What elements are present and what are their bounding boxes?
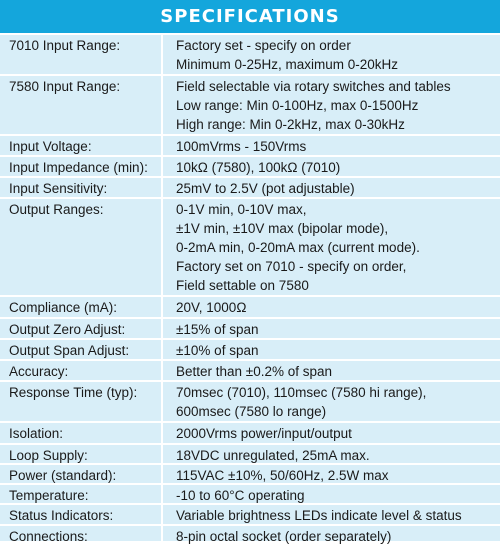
spec-row-loop-supply [0, 445, 500, 465]
spec-row-input-voltage [0, 136, 500, 157]
spec-value-line: 25mV to 2.5V (pot adjustable) [176, 181, 355, 196]
spec-value [163, 340, 500, 359]
spec-value-line: Better than ±0.2% of span [176, 364, 333, 379]
spec-value [163, 485, 500, 503]
spec-value-line: 0-1V min, 0-10V max, [176, 202, 307, 217]
spec-label: Input Sensitivity: [0, 178, 163, 197]
spec-row-input-impedance [0, 157, 500, 178]
spec-value-line: 20V, 1000Ω [176, 300, 247, 315]
spec-value-line: Field settable on 7580 [176, 278, 309, 293]
spec-value-line: 100mVrms - 150Vrms [176, 139, 307, 154]
spec-row-status-indicators [0, 505, 500, 526]
spec-value [163, 136, 500, 155]
spec-row-input-sensitivity [0, 178, 500, 199]
spec-label: Compliance (mA): [0, 297, 163, 317]
spec-row-output-ranges [0, 199, 500, 297]
spec-label: Temperature: [0, 485, 163, 503]
spec-row-compliance [0, 297, 500, 319]
spec-row-output-span-adjust [0, 340, 500, 361]
spec-value-line: 600msec (7580 lo range) [176, 404, 327, 419]
spec-value-line: Field selectable via rotary switches and tables [176, 79, 451, 94]
spec-value-line: 2000Vrms power/input/output [176, 426, 352, 441]
spec-row-power [0, 465, 500, 485]
spec-row-response-time [0, 382, 500, 423]
spec-value [163, 319, 500, 338]
spec-value [163, 505, 500, 524]
spec-label: Power (standard): [0, 465, 163, 483]
spec-value [163, 157, 500, 176]
spec-row-7010-input-range [0, 35, 500, 76]
spec-value-line: Factory set on 7010 - specify on order, [176, 259, 407, 274]
spec-label: Connections: [0, 526, 163, 546]
spec-value-line: 70msec (7010), 110msec (7580 hi range), [176, 385, 427, 400]
spec-value-line: 0-2mA min, 0-20mA max (current mode). [176, 240, 420, 255]
spec-value-line: ±15% of span [176, 322, 259, 337]
spec-value-line: -10 to 60°C operating [176, 488, 305, 503]
spec-label: Output Zero Adjust: [0, 319, 163, 338]
spec-value-line: Minimum 0-25Hz, maximum 0-20kHz [176, 57, 399, 72]
spec-label: Isolation: [0, 423, 163, 443]
specifications-header [0, 0, 500, 35]
spec-row-accuracy [0, 361, 500, 382]
spec-value [163, 76, 500, 134]
spec-value [163, 465, 500, 483]
spec-value [163, 35, 500, 74]
spec-label: Response Time (typ): [0, 382, 163, 421]
spec-value-line: High range: Min 0-2kHz, max 0-30kHz [176, 117, 405, 132]
spec-label: 7580 Input Range: [0, 76, 163, 134]
spec-value [163, 178, 500, 197]
spec-value-line: 115VAC ±10%, 50/60Hz, 2.5W max [176, 468, 389, 483]
spec-value [163, 526, 500, 546]
spec-row-connections [0, 526, 500, 546]
spec-value [163, 423, 500, 443]
page-title: SPECIFICATIONS [160, 6, 340, 27]
spec-label: Status Indicators: [0, 505, 163, 524]
spec-row-isolation [0, 423, 500, 445]
spec-label: Input Voltage: [0, 136, 163, 155]
spec-value [163, 199, 500, 295]
spec-value-line: Variable brightness LEDs indicate level & status [176, 508, 462, 523]
spec-row-output-zero-adjust [0, 319, 500, 340]
spec-value-line: 10kΩ (7580), 100kΩ (7010) [176, 160, 341, 175]
spec-label: Output Span Adjust: [0, 340, 163, 359]
spec-label: 7010 Input Range: [0, 35, 163, 74]
spec-value-line: 8-pin octal socket (order separately) [176, 529, 392, 544]
spec-value [163, 361, 500, 380]
spec-value-line: Factory set - specify on order [176, 38, 351, 53]
spec-row-7580-input-range [0, 76, 500, 136]
spec-value-line: Low range: Min 0-100Hz, max 0-1500Hz [176, 98, 419, 113]
spec-value [163, 445, 500, 463]
spec-value-line: 18VDC unregulated, 25mA max. [176, 448, 370, 463]
spec-label: Accuracy: [0, 361, 163, 380]
spec-value-line: ±1V min, ±10V max (bipolar mode), [176, 221, 389, 236]
specifications-table [0, 35, 500, 544]
spec-value [163, 297, 500, 317]
spec-value-line: ±10% of span [176, 343, 259, 358]
spec-label: Input Impedance (min): [0, 157, 163, 176]
spec-label: Loop Supply: [0, 445, 163, 463]
spec-value [163, 382, 500, 421]
spec-label: Output Ranges: [0, 199, 163, 295]
spec-row-temperature [0, 485, 500, 505]
